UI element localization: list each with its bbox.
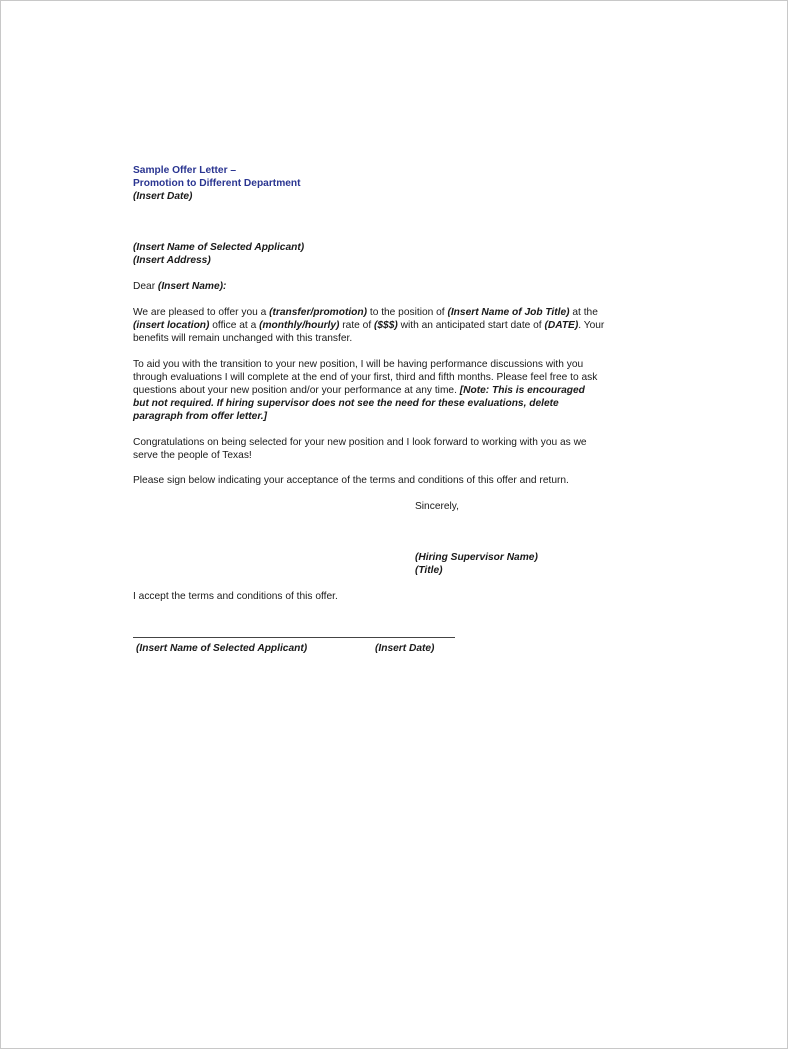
para1-placeholder: (monthly/hourly) xyxy=(259,320,340,331)
para1-placeholder: (insert location) xyxy=(133,320,210,331)
signature-line xyxy=(133,637,455,638)
para1-placeholder: ($$$) xyxy=(374,320,398,331)
recipient-name: (Insert Name of Selected Applicant) xyxy=(133,242,305,253)
closing-sincerely: Sincerely, xyxy=(415,501,459,512)
para1-text: at the xyxy=(569,307,598,318)
para1-line1 xyxy=(133,306,598,319)
para1-placeholder: (Insert Name of Job Title) xyxy=(447,307,570,318)
salutation-name: (Insert Name): xyxy=(157,281,227,292)
para1-placeholder: (transfer/promotion) xyxy=(269,307,368,318)
para1-text: rate of xyxy=(339,320,374,331)
para1-text: We are pleased to offer you a xyxy=(133,307,270,318)
acceptance-statement: I accept the terms and conditions of this offer. xyxy=(133,591,338,602)
salutation-prefix: Dear xyxy=(133,281,158,292)
salutation xyxy=(133,280,226,293)
para1-text: to the position of xyxy=(367,307,448,318)
letter-date: (Insert Date) xyxy=(133,191,193,202)
para1-line2 xyxy=(133,319,604,332)
para2-line3 xyxy=(133,384,585,397)
para2-line5: paragraph from offer letter.] xyxy=(133,411,267,422)
recipient-address: (Insert Address) xyxy=(133,255,211,266)
letter-title-line2: Promotion to Different Department xyxy=(133,178,301,189)
supervisor-name: (Hiring Supervisor Name) xyxy=(415,552,538,563)
para2-line1: To aid you with the transition to your new position, I will be having performance discussions with you xyxy=(133,359,584,370)
para2-line4: but not required. If hiring supervisor does not see the need for these evaluations, delete xyxy=(133,398,559,409)
signature-applicant-name: (Insert Name of Selected Applicant) xyxy=(136,643,308,654)
para1-text: with an anticipated start date of xyxy=(397,320,545,331)
supervisor-title: (Title) xyxy=(415,565,443,576)
para4: Please sign below indicating your acceptance of the terms and conditions of this offer and return. xyxy=(133,475,569,486)
para1-text: . Your xyxy=(578,320,605,331)
letter-title-line1: Sample Offer Letter – xyxy=(133,165,237,176)
signature-date: (Insert Date) xyxy=(375,643,435,654)
para1-placeholder: (DATE) xyxy=(544,320,579,331)
para2-text: questions about your new position and/or your performance at any time. xyxy=(133,385,460,396)
para3-line1: Congratulations on being selected for your new position and I look forward to working with you as we xyxy=(133,437,587,448)
para2-line2: through evaluations I will complete at the end of your first, third and fifth months. Please feel free to ask xyxy=(133,372,598,383)
para1-text: office at a xyxy=(209,320,260,331)
para3-line2: serve the people of Texas! xyxy=(133,450,252,461)
para1-line3: benefits will remain unchanged with this transfer. xyxy=(133,333,353,344)
para2-note: [Note: This is encouraged xyxy=(459,385,585,396)
